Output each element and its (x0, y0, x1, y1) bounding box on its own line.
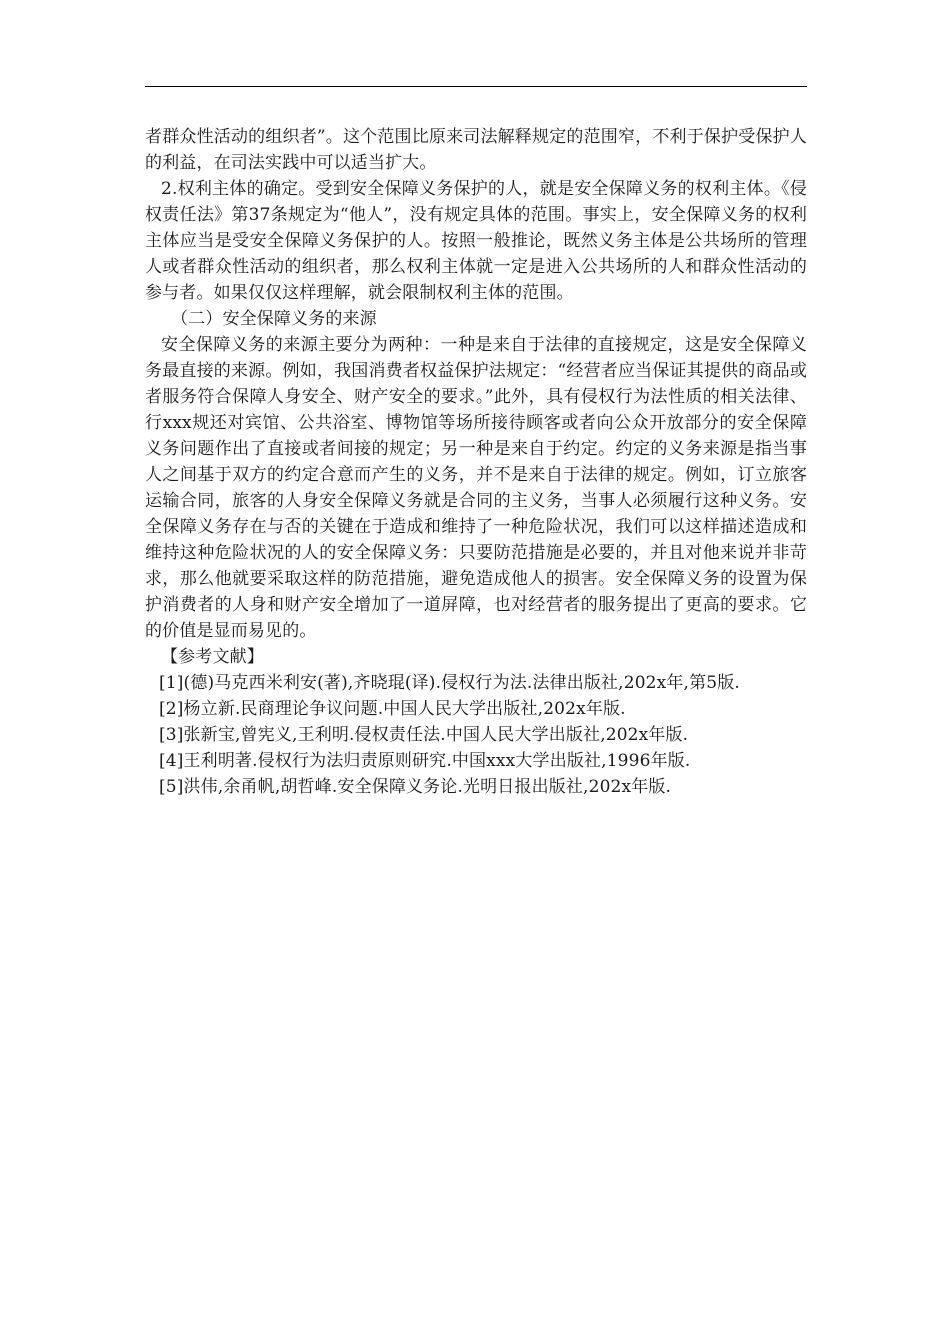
references-list (145, 670, 807, 800)
reference-item: [1](德)马克西米利安(著),齐晓琨(译).侵权行为法.法律出版社,202x年,第5版. (159, 673, 740, 693)
reference-item: [3]张新宝,曾宪义,王利明.侵权责任法.中国人民大学出版社,202x年版. (159, 725, 689, 745)
reference-item: [5]洪伟,余甬帆,胡哲峰.安全保障义务论.光明日报出版社,202x年版. (159, 777, 672, 797)
document-body (145, 124, 807, 800)
section-heading: （二）安全保障义务的来源 (171, 309, 377, 329)
references-heading: 【参考文献】 (161, 647, 264, 667)
header-rule (145, 86, 807, 87)
paragraph-continuation: 者群众性活动的组织者”。这个范围比原来司法解释规定的范围窄，不利于保护受保护人的利益，在司法实践中可以适当扩大。 (145, 127, 807, 173)
paragraph-obligation-source: 安全保障义务的来源主要分为两种：一种是来自于法律的直接规定，这是安全保障义务最直接的来源。例如，我国消费者权益保护法规定：“经营者应当保证其提供的商品或者服务符合保障人身安全、财产安全的要求。”此外，具有侵权行为法性质的相关法律、行xxx规还对宾馆、公共浴室、博物馆等场所接待顾客或者向公众开放部分的安全保障义务问题作出了直接或者间接的规定；另一种是来自于约定。约定的义务来源是指当事人之间基于双方的约定合意而产生的义务，并不是来自于法律的规定。例如，订立旅客运输合同，旅客的人身安全保障义务就是合同的主义务，当事人必须履行这种义务。安全保障义务存在与否的关键在于造成和维持了一种危险状况，我们可以这样描述造成和维持这种危险状况的人的安全保障义务：只要防范措施是必要的，并且对他来说并非苛求，那么他就要采取这样的防范措施，避免造成他人的损害。安全保障义务的设置为保护消费者的人身和财产安全增加了一道屏障，也对经营者的服务提出了更高的要求。它的价值是显而易见的。 (145, 335, 807, 641)
paragraph-rights-subject: 2.权利主体的确定。受到安全保障义务保护的人，就是安全保障义务的权利主体。《侵权责任法》第37条规定为“他人”，没有规定具体的范围。事实上，安全保障义务的权利主体应当是受安全保障义务保护的人。按照一般推论，既然义务主体是公共场所的管理人或者群众性活动的组织者，那么权利主体就一定是进入公共场所的人和群众性活动的参与者。如果仅仅这样理解，就会限制权利主体的范围。 (145, 179, 807, 303)
reference-item: [2]杨立新.民商理论争议问题.中国人民大学出版社,202x年版. (159, 699, 626, 719)
reference-item: [4]王利明著.侵权行为法归责原则研究.中国xxx大学出版社,1996年版. (159, 751, 691, 771)
